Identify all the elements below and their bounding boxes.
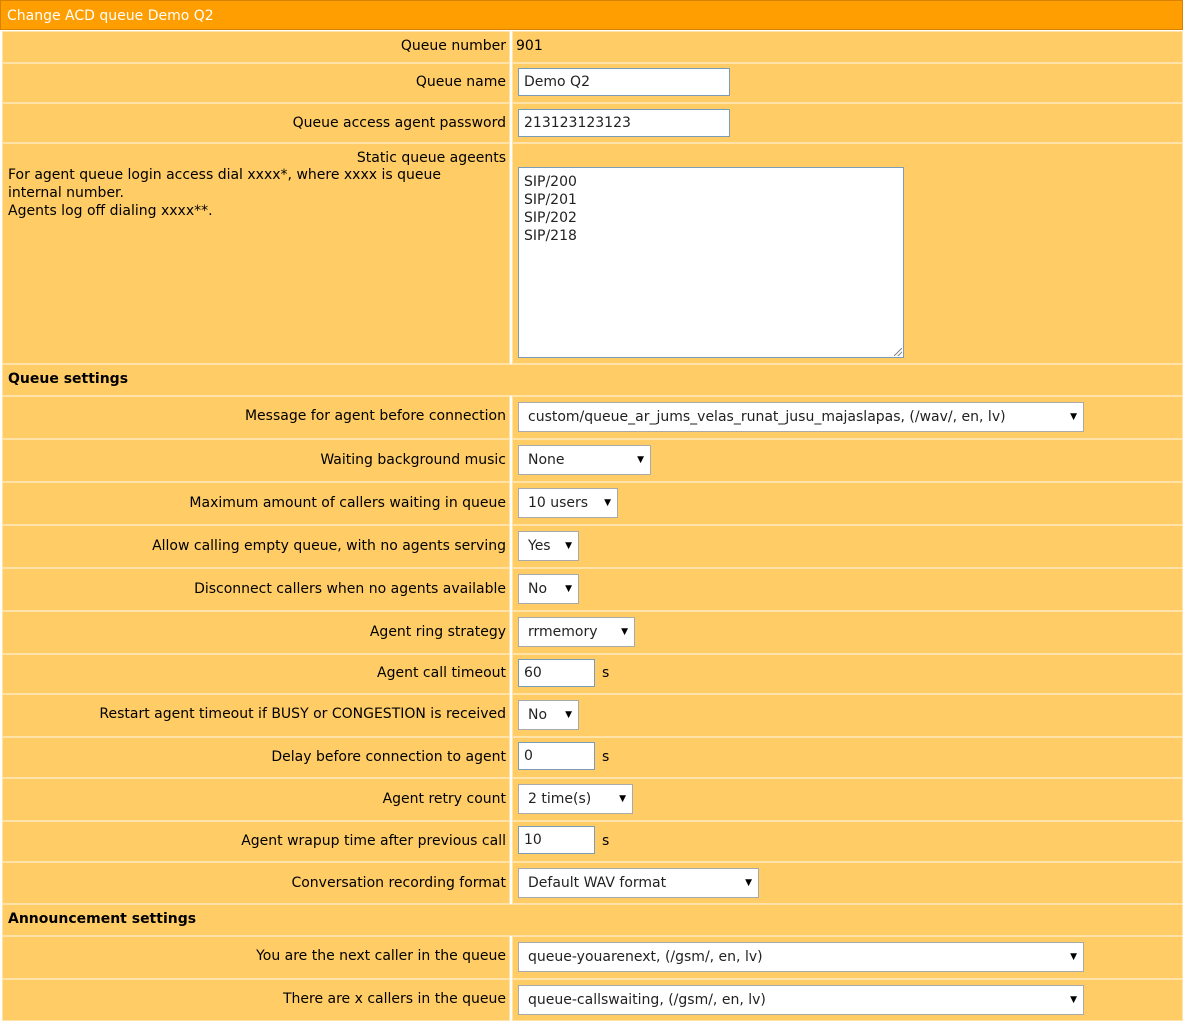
ring-strategy-select[interactable] — [518, 617, 635, 647]
chevron-down-icon: ▼ — [621, 627, 628, 637]
queue-password-label: Queue access agent password — [292, 115, 506, 131]
next-caller-value: queue-youarenext, (/gsm/, en, lv) — [528, 949, 763, 965]
queue-name-input[interactable]: Demo Q2 — [518, 68, 730, 96]
chevron-down-icon: ▼ — [565, 584, 572, 594]
queue-password-input[interactable]: 213123123123 — [518, 109, 730, 137]
chevron-down-icon: ▼ — [604, 498, 611, 508]
chevron-down-icon: ▼ — [1070, 952, 1077, 962]
callers-waiting-label: There are x callers in the queue — [282, 991, 506, 1007]
row-retry-count — [2, 778, 1183, 821]
row-queue-password — [2, 103, 1183, 143]
ring-strategy-value: rrmemory — [528, 624, 598, 640]
chevron-down-icon: ▼ — [1070, 412, 1077, 422]
row-queue-number — [2, 31, 1183, 63]
queue-number-label: Queue number — [400, 38, 506, 54]
agent-message-select[interactable] — [518, 402, 1084, 432]
ring-strategy-label: Agent ring strategy — [369, 624, 506, 640]
retry-count-select[interactable] — [518, 784, 633, 814]
recording-format-value: Default WAV format — [528, 875, 667, 891]
row-call-timeout — [2, 654, 1183, 694]
call-timeout-unit: s — [602, 665, 610, 681]
chevron-down-icon: ▼ — [745, 878, 752, 888]
connection-delay-unit: s — [602, 749, 610, 765]
page-title: Change ACD queue Demo Q2 — [0, 0, 1183, 30]
connection-delay-label: Delay before connection to agent — [271, 749, 506, 765]
queue-settings-heading: Queue settings — [2, 364, 1183, 396]
retry-count-value: 2 time(s) — [528, 791, 592, 807]
max-callers-label: Maximum amount of callers waiting in queue — [189, 495, 506, 511]
allow-empty-label: Allow calling empty queue, with no agents serving — [152, 538, 506, 554]
agent-message-value: custom/queue_ar_jums_velas_runat_jusu_majaslapas, (/wav/, en, lv) — [528, 409, 1006, 425]
connection-delay-input[interactable]: 0 — [518, 742, 595, 770]
wrapup-time-input[interactable]: 10 — [518, 826, 595, 854]
row-callers-waiting — [2, 979, 1183, 1021]
row-announcement-heading — [2, 904, 1183, 936]
disconnect-value: No — [528, 581, 548, 597]
chevron-down-icon: ▼ — [565, 710, 572, 720]
announcement-settings-heading: Announcement settings — [2, 904, 1183, 936]
call-timeout-label: Agent call timeout — [377, 665, 506, 681]
row-connection-delay — [2, 737, 1183, 778]
row-restart-timeout — [2, 694, 1183, 737]
agent-line: SIP/200 — [524, 174, 577, 190]
row-queue-settings-heading — [2, 364, 1183, 396]
static-agents-label: Static queue ageents — [356, 150, 506, 166]
restart-timeout-value: No — [528, 707, 548, 723]
wrapup-time-label: Agent wrapup time after previous call — [241, 833, 506, 849]
static-agents-textarea[interactable] — [518, 167, 904, 358]
chevron-down-icon: ▼ — [565, 541, 572, 551]
queue-name-label: Queue name — [415, 74, 506, 90]
agent-line: SIP/201 — [524, 192, 577, 208]
row-allow-empty — [2, 525, 1183, 568]
row-next-caller — [2, 936, 1183, 979]
row-static-agents — [2, 143, 1183, 364]
queue-number-value: 901 — [516, 38, 543, 54]
next-caller-select[interactable] — [518, 942, 1084, 972]
row-wrapup-time — [2, 821, 1183, 862]
background-music-label: Waiting background music — [320, 452, 506, 468]
static-agents-note — [8, 166, 488, 220]
restart-timeout-select[interactable] — [518, 700, 579, 730]
call-timeout-input[interactable]: 60 — [518, 659, 595, 687]
retry-count-label: Agent retry count — [382, 791, 506, 807]
row-agent-message — [2, 396, 1183, 439]
restart-timeout-label: Restart agent timeout if BUSY or CONGESTION is received — [99, 706, 506, 722]
max-callers-value: 10 users — [528, 495, 589, 511]
agent-line: SIP/218 — [524, 228, 577, 244]
row-background-music — [2, 439, 1183, 482]
allow-empty-select[interactable] — [518, 531, 579, 561]
next-caller-label: You are the next caller in the queue — [256, 948, 506, 964]
row-recording-format — [2, 862, 1183, 904]
disconnect-select[interactable] — [518, 574, 579, 604]
row-queue-name — [2, 63, 1183, 103]
chevron-down-icon: ▼ — [1070, 995, 1077, 1005]
callers-waiting-value: queue-callswaiting, (/gsm/, en, lv) — [528, 992, 766, 1008]
resize-grip-icon[interactable] — [894, 348, 902, 356]
background-music-value: None — [528, 452, 565, 468]
agents-login-note: For agent queue login access dial xxxx*, where xxxx is queue internal number. — [8, 167, 441, 201]
recording-format-select[interactable] — [518, 868, 759, 898]
chevron-down-icon: ▼ — [619, 794, 626, 804]
disconnect-label: Disconnect callers when no agents available — [194, 581, 506, 597]
row-max-callers — [2, 482, 1183, 525]
chevron-down-icon: ▼ — [637, 455, 644, 465]
max-callers-select[interactable] — [518, 488, 618, 518]
callers-waiting-select[interactable] — [518, 985, 1084, 1015]
recording-format-label: Conversation recording format — [291, 875, 506, 891]
background-music-select[interactable] — [518, 445, 651, 475]
wrapup-time-unit: s — [602, 833, 610, 849]
row-ring-strategy — [2, 611, 1183, 654]
agent-message-label: Message for agent before connection — [244, 408, 506, 424]
allow-empty-value: Yes — [528, 538, 551, 554]
agents-logoff-note: Agents log off dialing xxxx**. — [8, 203, 213, 219]
row-disconnect — [2, 568, 1183, 611]
agent-line: SIP/202 — [524, 210, 577, 226]
